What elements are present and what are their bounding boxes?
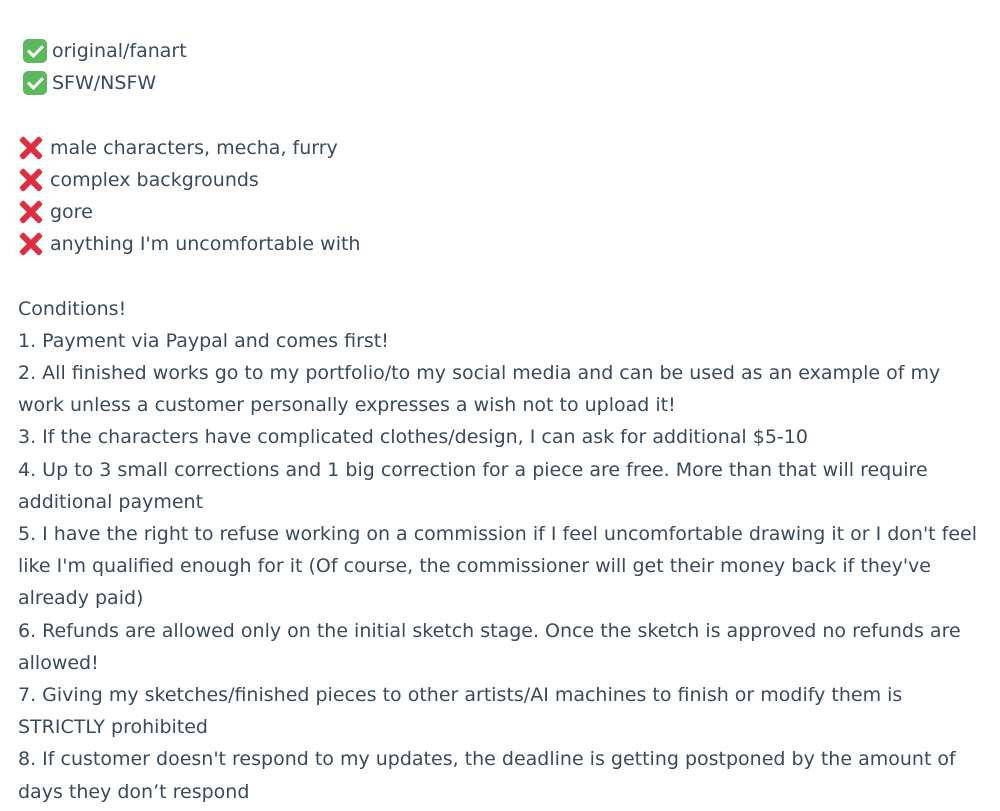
check-icon xyxy=(23,71,47,95)
check-icon xyxy=(23,39,47,63)
not-allowed-item xyxy=(18,164,986,196)
condition-item: 3. If the characters have complicated clothes/design, I can ask for additional $5-10 xyxy=(18,426,808,449)
commission-terms xyxy=(18,35,986,808)
condition-item: 2. All finished works go to my portfolio/to my social media and can be used as an example of my work unless a customer personally expresses a wish not to upload it! xyxy=(18,362,941,417)
condition-item: 1. Payment via Paypal and comes first! xyxy=(18,329,389,352)
not-allowed-item xyxy=(18,132,986,164)
allowed-item xyxy=(18,35,986,67)
condition-item: 7. Giving my sketches/finished pieces to other artists/AI machines to finish or modify them is STRICTLY prohibited xyxy=(18,684,903,739)
allowed-item xyxy=(18,67,986,99)
not-allowed-item-text: gore xyxy=(50,201,93,223)
not-allowed-item-text: anything I'm uncomfortable with xyxy=(50,233,361,256)
allowed-item-text: SFW/NSFW xyxy=(52,72,157,95)
spacer xyxy=(18,260,986,292)
condition-item: 6. Refunds are allowed only on the initial sketch stage. Once the sketch is approved no refunds are allowed! xyxy=(18,619,961,674)
cross-icon xyxy=(18,199,44,225)
cross-icon xyxy=(18,231,44,257)
not-allowed-item-text: complex backgrounds xyxy=(50,168,259,191)
not-allowed-item xyxy=(18,228,986,260)
not-allowed-item xyxy=(18,196,986,228)
cross-icon xyxy=(18,135,44,161)
allowed-item-text: original/fanart xyxy=(52,40,187,62)
condition-item: 5. I have the right to refuse working on a commission if I feel uncomfortable drawing it or I don't feel like I'm qualified enough for it (Of course, the commissioner will get their money back if they've already paid) xyxy=(18,523,977,610)
conditions-heading: Conditions! xyxy=(18,297,127,320)
cross-icon xyxy=(18,167,44,193)
spacer xyxy=(18,99,986,131)
not-allowed-item-text: male characters, mecha, furry xyxy=(50,136,338,159)
condition-item: 4. Up to 3 small corrections and 1 big correction for a piece are free. More than that will require additional payment xyxy=(18,458,928,513)
condition-item: 8. If customer doesn't respond to my updates, the deadline is getting postponed by the amount of days they don’t respond xyxy=(18,748,956,803)
